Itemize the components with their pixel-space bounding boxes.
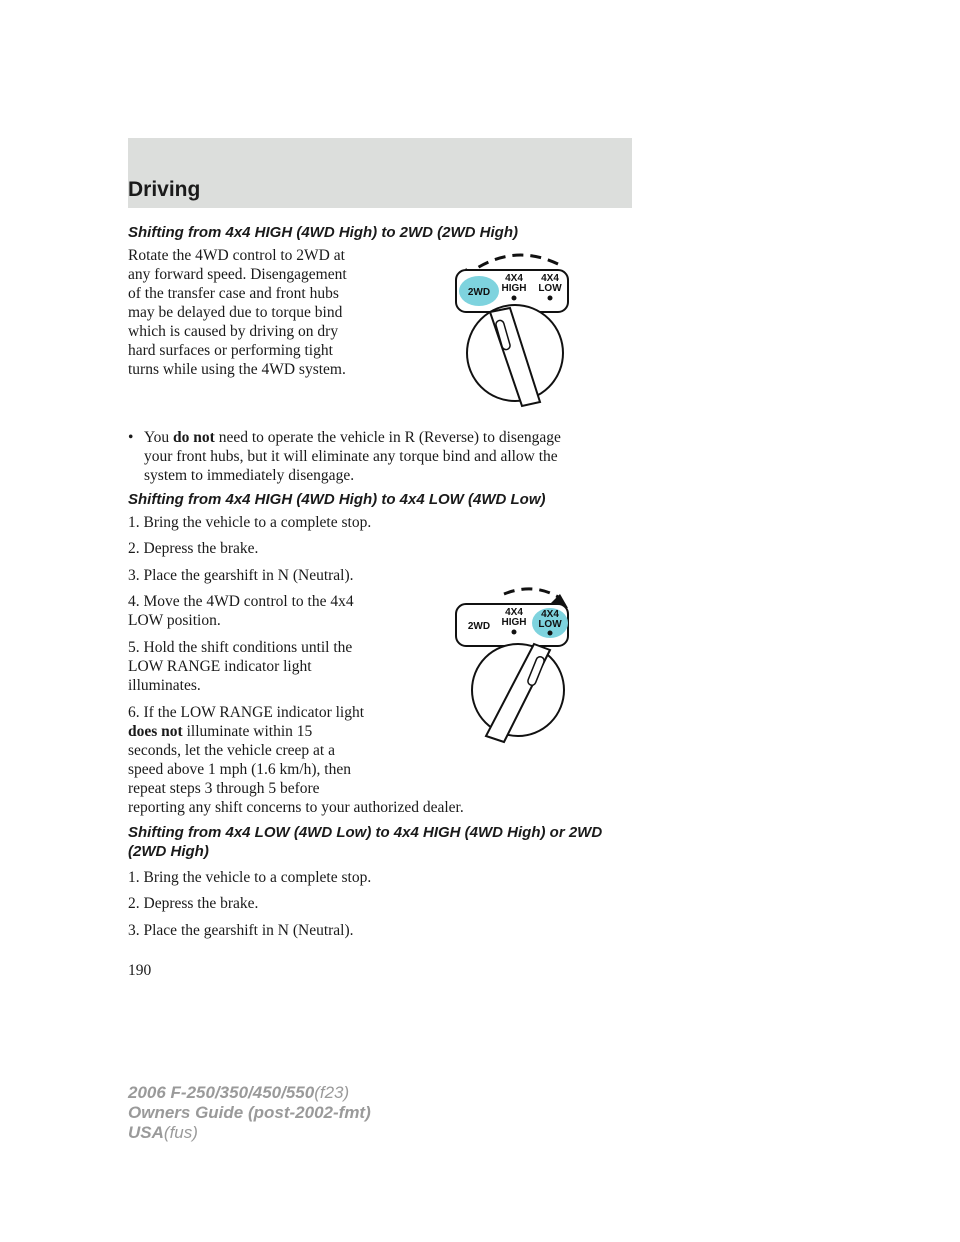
step-3: 3. Place the gearshift in N (Neutral). <box>128 922 354 939</box>
text-line: any forward speed. Disengagement <box>128 266 347 283</box>
section-header-band <box>128 138 632 208</box>
position-dot <box>548 296 553 301</box>
step-2: 2. Depress the brake. <box>128 540 259 557</box>
position-dot <box>512 296 517 301</box>
text-line: 5. Hold the shift conditions until the <box>128 639 353 656</box>
bullet-dot: • <box>128 429 134 446</box>
section-title: Driving <box>128 178 201 201</box>
text-line: LOW RANGE indicator light <box>128 658 312 675</box>
4wd-dial-2wd-illustration <box>446 240 578 410</box>
footer-region-line: USA(fus) <box>128 1123 198 1142</box>
text-line: may be delayed due to torque bind <box>128 304 343 321</box>
text-line: Rotate the 4WD control to 2WD at <box>128 247 345 264</box>
label-2wd: 2WD <box>467 287 491 298</box>
label-2wd: 2WD <box>467 621 491 632</box>
step-3: 3. Place the gearshift in N (Neutral). <box>128 567 354 584</box>
label-4x4-high-top: 4X4 <box>505 607 523 618</box>
label-4x4-low-bottom: LOW <box>538 283 562 294</box>
label-4x4-low-top: 4X4 <box>541 609 559 620</box>
label-4x4-high-bottom: HIGH <box>501 617 527 628</box>
text-line: turns while using the 4WD system. <box>128 361 346 378</box>
footer-model-line: 2006 F-250/350/450/550(f23) <box>128 1083 350 1102</box>
text-line: 4. Move the 4WD control to the 4x4 <box>128 593 354 610</box>
label-4x4-low-bottom: LOW <box>538 619 562 630</box>
bullet-text: You do not need to operate the vehicle in R (Reverse) to disengage your front hubs, but it will eliminate any torque bind and allow the system to immediately disengage. <box>144 429 561 484</box>
label-4x4-high-top: 4X4 <box>505 273 523 284</box>
page-number: 190 <box>128 962 152 979</box>
text-line: speed above 1 mph (1.6 km/h), then <box>128 761 351 778</box>
step-1: 1. Bring the vehicle to a complete stop. <box>128 514 372 531</box>
text-line: repeat steps 3 through 5 before <box>128 780 320 797</box>
text-line: which is caused by driving on dry <box>128 323 339 340</box>
text-line: illuminates. <box>128 677 201 694</box>
label-4x4-low-top: 4X4 <box>541 273 559 284</box>
heading-4x4low-to-high: Shifting from 4x4 LOW (4WD Low) to 4x4 HIGH (4WD High) or 2WD (2WD High) <box>128 824 603 860</box>
4wd-dial-4x4low-illustration <box>446 582 578 744</box>
text-line: LOW position. <box>128 612 221 629</box>
footer-guide-line: Owners Guide (post-2002-fmt) <box>128 1103 371 1122</box>
heading-4x4high-to-2wd: Shifting from 4x4 HIGH (4WD High) to 2WD (2WD High) <box>128 224 518 241</box>
rotation-arrow-right <box>504 589 560 598</box>
position-dot <box>512 630 517 635</box>
text-line: 6. If the LOW RANGE indicator light <box>128 704 365 721</box>
text-line: seconds, let the vehicle creep at a <box>128 742 335 759</box>
position-dot <box>548 631 553 636</box>
text-line: reporting any shift concerns to your authorized dealer. <box>128 799 464 816</box>
step-2: 2. Depress the brake. <box>128 895 259 912</box>
text-line: does not illuminate within 15 <box>128 723 313 740</box>
heading-4x4high-to-4x4low: Shifting from 4x4 HIGH (4WD High) to 4x4 LOW (4WD Low) <box>128 491 546 508</box>
document-footer <box>128 1083 371 1143</box>
step-1: 1. Bring the vehicle to a complete stop. <box>128 869 372 886</box>
text-line: of the transfer case and front hubs <box>128 285 339 302</box>
label-4x4-high-bottom: HIGH <box>501 283 527 294</box>
text-line: hard surfaces or performing tight <box>128 342 333 359</box>
